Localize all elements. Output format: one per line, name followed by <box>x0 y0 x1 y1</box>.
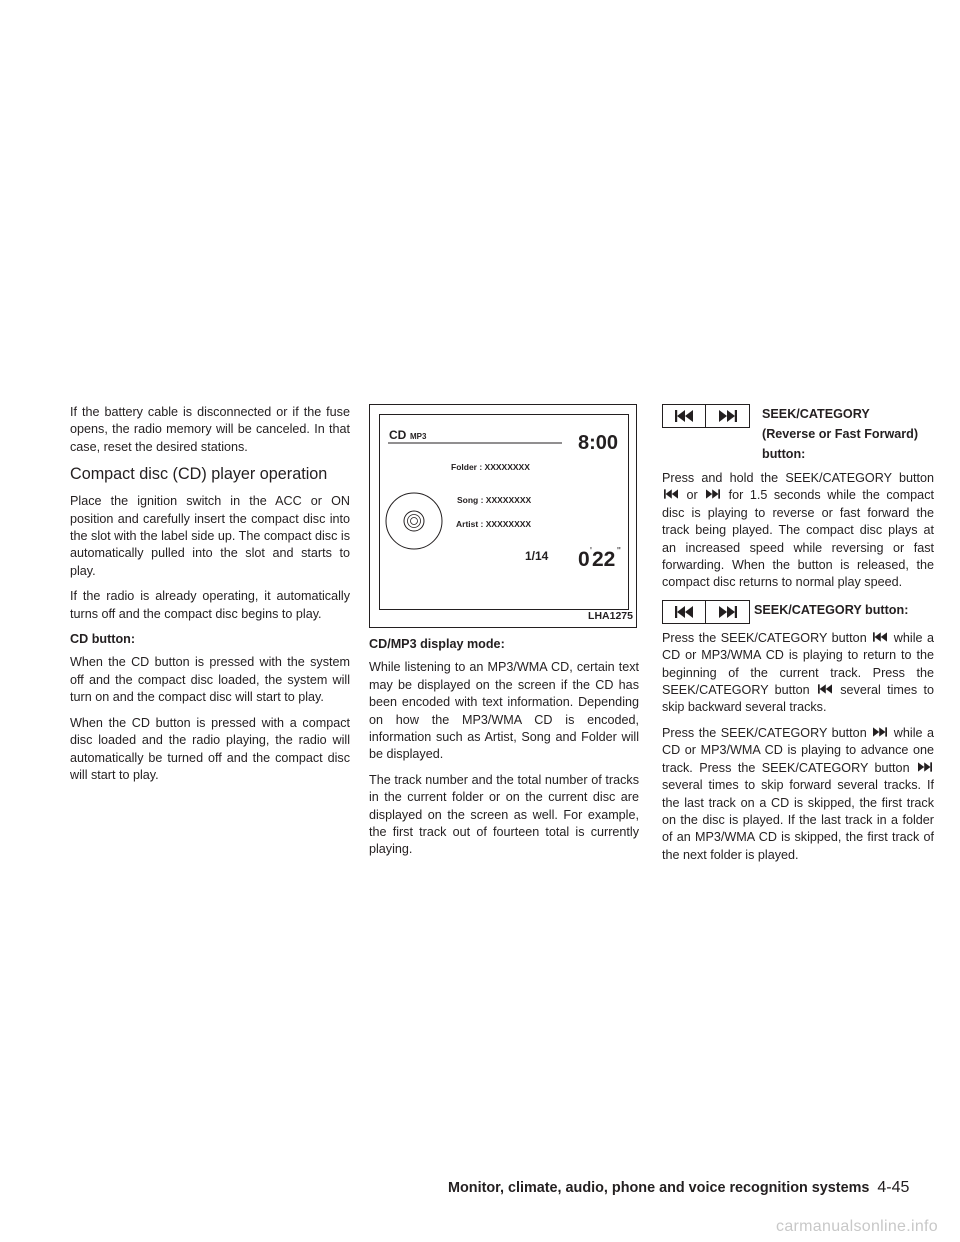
artist-line: Artist : XXXXXXXX <box>456 519 532 529</box>
seek-reverse-inline-icon <box>873 632 887 642</box>
seek-forward-box <box>706 404 750 428</box>
seek-title-line-2: (Reverse or Fast Forward) <box>762 427 919 441</box>
second-mark: '' <box>617 546 621 557</box>
seek-heading-2 <box>662 600 934 624</box>
seek-reverse-text-c: several times to skip backward several tracks. <box>662 683 934 715</box>
seek-title-line-1: SEEK/CATEGORY <box>762 407 870 421</box>
song-line: Song : XXXXXXXX <box>457 495 532 505</box>
seek-reverse-icon <box>675 606 693 618</box>
page-number: 4-45 <box>877 1179 910 1196</box>
seek-title-line-3: button: <box>762 447 806 461</box>
seek-forward-paragraph <box>662 725 934 864</box>
column-left <box>70 404 350 792</box>
watermark[interactable]: carmanualsonline.info <box>776 1218 938 1235</box>
battery-paragraph: If the battery cable is disconnected or if the fuse opens, the radio memory will be canceled. In that case, reset the desired stations. <box>70 405 350 454</box>
seek-button-pair-2 <box>662 600 750 624</box>
footer-section-title: Monitor, climate, audio, phone and voice recognition systems <box>448 1180 870 1196</box>
seek-reverse-text-a: Press the SEEK/CATEGORY button <box>662 630 867 645</box>
seek-heading-1 <box>662 404 934 464</box>
cd-button-title: CD button: <box>70 632 136 647</box>
seek-button-pair <box>662 404 750 428</box>
seek-reverse-paragraph <box>662 630 934 717</box>
seek-forward-text-b: while a CD or MP3/WMA CD is playing to advance one track. Press the SEEK/CATEGORY button <box>662 725 935 775</box>
radio-operating-paragraph: If the radio is already operating, it automatically turns off and the compact disc begins to play. <box>70 589 350 621</box>
display-mode-paragraph-1: While listening to an MP3/WMA CD, certain text may be displayed on the screen if the CD has been encoded with text information. Depending on how the MP3/WMA CD is encoded, information such as Artist, Song and Folder will be displayed. <box>369 660 639 762</box>
track-counter: 1/14 <box>525 549 549 563</box>
column-middle <box>369 404 639 867</box>
display-mode-paragraph-2: The track number and the total number of tracks in the current folder or on the current disc are displayed on the screen as well. For example, the first track out of fourteen total is currently playing. <box>369 772 639 857</box>
seek-reverse-inline-icon <box>818 684 832 694</box>
figure-code: LHA1275 <box>588 609 633 622</box>
source-label: CD <box>389 428 407 442</box>
page-footer <box>448 1179 909 1197</box>
minute-mark: ' <box>590 546 592 557</box>
seek-forward-text-c: several times to skip forward several tracks. If the last track on a CD is skipped, the first track on the disc is played. If the last track in a folder of an MP3/WMA CD is skipped, the first track of the next folder is played. <box>662 778 934 862</box>
seek-hold-text-b: for 1.5 seconds while the compact disc is playing to reverse or fast forward the track being played. The compact disc plays at an increased speed while reversing or fast forwarding. When the button is released, the compact disc returns to normal play speed. <box>662 488 934 590</box>
seek-forward-inline-icon <box>706 489 720 499</box>
seek-hold-or: or <box>686 488 698 503</box>
folder-line: Folder : XXXXXXXX <box>451 462 530 472</box>
display-screen-drawing <box>380 415 628 609</box>
seek-forward-inline-icon <box>873 727 887 737</box>
time-seconds: 22 <box>592 548 616 571</box>
cd-button-paragraph-1: When the CD button is pressed with the system off and the compact disc loaded, the system will turn on and the compact disc will start to play. <box>70 655 350 705</box>
seek-forward-text-a: Press the SEEK/CATEGORY button <box>662 725 867 740</box>
seek-forward-icon <box>719 410 737 422</box>
seek-reverse-box-2 <box>662 600 706 624</box>
seek-forward-inline-icon <box>918 762 932 772</box>
display-screen <box>379 414 629 610</box>
insert-disc-paragraph: Place the ignition switch in the ACC or ON position and carefully insert the compact disc into the slot with the label side up. The compact disc is automatically pulled into the slot and starts to play. <box>70 494 350 578</box>
seek-forward-box-2 <box>706 600 750 624</box>
seek-reverse-icon <box>675 410 693 422</box>
seek-hold-paragraph <box>662 470 934 592</box>
cd-display-figure <box>369 404 637 628</box>
format-label: MP3 <box>410 432 427 441</box>
time-minutes: 0 <box>578 548 590 571</box>
seek-reverse-box <box>662 404 706 428</box>
seek-title <box>762 404 918 464</box>
seek-reverse-text-b: while a CD or MP3/WMA CD is playing to return to the beginning of the current track. Press the SEEK/CATEGORY button <box>662 630 935 698</box>
seek-forward-icon <box>719 606 737 618</box>
section-heading: Compact disc (CD) player operation <box>70 465 328 484</box>
seek2-title: SEEK/CATEGORY button: <box>754 602 909 617</box>
disc-icon <box>386 493 442 549</box>
seek-reverse-inline-icon <box>664 489 678 499</box>
cd-button-paragraph-2: When the CD button is pressed with a compact disc loaded and the radio playing, the radio will automatically be turned off and the compact disc will start to play. <box>70 715 350 782</box>
seek-hold-text-a: Press and hold the SEEK/CATEGORY button <box>662 471 934 485</box>
clock-readout: 8:00 <box>577 432 618 454</box>
display-mode-title: CD/MP3 display mode: <box>369 637 505 651</box>
column-right <box>662 404 934 872</box>
